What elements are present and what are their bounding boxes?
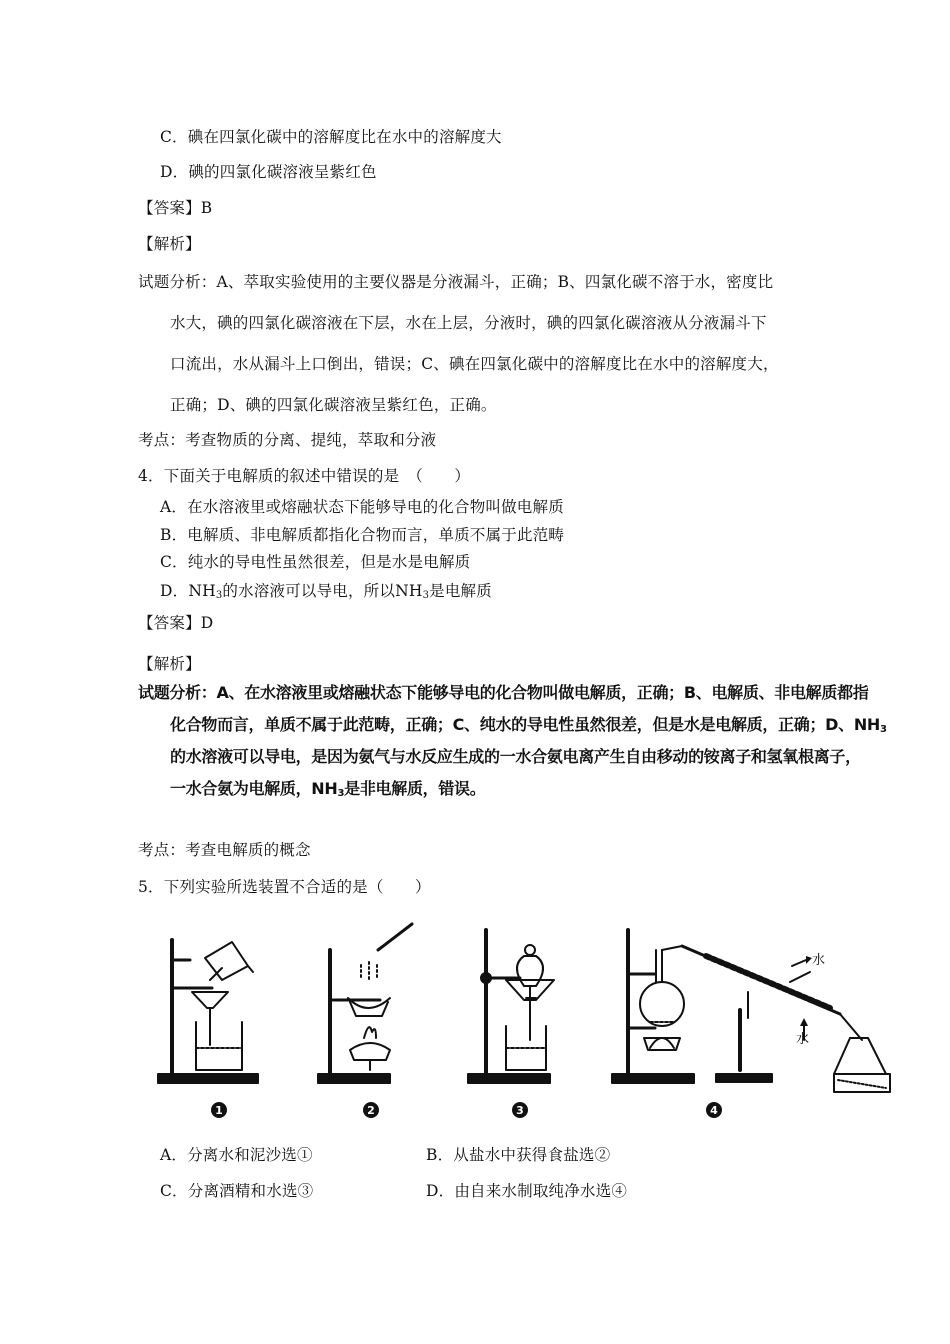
separatory-funnel-apparatus [468, 930, 554, 1083]
svg-text:3: 3 [516, 1104, 524, 1117]
figure-number-2 [359, 1098, 383, 1122]
q3-answer: 【答案】B [138, 199, 213, 217]
q3-analysis-line-4: 正确；D、碘的四氯化碳溶液呈紫红色，正确。 [170, 396, 497, 414]
q4-answer: 【答案】D [138, 614, 214, 632]
q4-analysis-line-1: 试题分析：A、在水溶液里或熔融状态下能够导电的化合物叫做电解质，正确；B、电解质、非电解质都指 [138, 683, 869, 702]
q4-analysis-line-4 [170, 779, 485, 804]
q5-option-a: A．分离水和泥沙选① [160, 1146, 313, 1164]
q3-option-c: C．碘在四氯化碳中的溶解度比在水中的溶解度大 [160, 128, 502, 146]
figure-label-water-bottom: 水 [796, 1032, 810, 1047]
distillation-apparatus [612, 930, 890, 1092]
q3-analysis-line-1: 试题分析：A、萃取实验使用的主要仪器是分液漏斗，正确；B、四氯化碳不溶于水，密度比 [138, 273, 774, 291]
q4-option-c: C．纯水的导电性虽然很差，但是水是电解质 [160, 553, 471, 571]
q3-analysis-heading: 【解析】 [138, 235, 201, 253]
figure-label-water-top: 水 [812, 953, 826, 968]
q4-analysis-line-2 [170, 715, 887, 740]
q4-analysis-line-4-sub: 3 [337, 788, 345, 799]
q4-point: 考点：考查电解质的概念 [138, 841, 311, 859]
q4-option-d-sub1: 3 [215, 590, 223, 601]
q4-stem: 4．下面关于电解质的叙述中错误的是 （ ） [138, 467, 471, 485]
q4-analysis-heading: 【解析】 [138, 655, 201, 673]
svg-text:2: 2 [367, 1104, 375, 1117]
q5-option-b: B．从盐水中获得食盐选② [426, 1146, 611, 1164]
q4-option-a: A．在水溶液里或熔融状态下能够导电的化合物叫做电解质 [160, 498, 564, 516]
figure-number-1 [207, 1098, 231, 1122]
figure-number-3 [508, 1098, 532, 1122]
q4-analysis-line-4-post: 是非电解质，错误。 [344, 779, 486, 798]
q4-analysis-line-2-text: 化合物而言，单质不属于此范畴，正确；C、纯水的导电性虽然很差，但是水是电解质，正确；D、NH [170, 715, 881, 734]
q5-stem: 5．下列实验所选装置不合适的是（ ） [138, 878, 431, 896]
q4-option-d-mid: 的水溶液可以导电，所以NH [222, 582, 423, 600]
filtration-apparatus [158, 940, 258, 1083]
q4-analysis-line-3: 的水溶液可以导电，是因为氨气与水反应生成的一水合氨电离产生自由移动的铵离子和氢氧根离子， [170, 747, 861, 766]
q3-analysis-line-2: 水大，碘的四氯化碳溶液在下层，水在上层，分液时，碘的四氯化碳溶液从分液漏斗下 [170, 314, 767, 332]
q4-option-b: B．电解质、非电解质都指化合物而言，单质不属于此范畴 [160, 526, 565, 544]
q5-option-d: D．由自来水制取纯净水选④ [426, 1182, 628, 1200]
figure-number-4 [702, 1098, 726, 1122]
q4-analysis-line-2-sub: 3 [880, 724, 887, 735]
svg-text:1: 1 [215, 1104, 223, 1117]
q5-option-c: C．分离酒精和水选③ [160, 1182, 314, 1200]
q3-analysis-line-3: 口流出，水从漏斗上口倒出，错误；C、碘在四氯化碳中的溶解度比在水中的溶解度大， [170, 355, 779, 373]
q3-option-d: D．碘的四氯化碳溶液呈紫红色 [160, 163, 377, 181]
q4-analysis-line-4-pre: 一水合氨为电解质，NH [170, 779, 338, 798]
svg-text:4: 4 [710, 1104, 718, 1117]
q4-option-d-post: 是电解质 [429, 582, 492, 600]
q4-option-d-pre: D．NH [160, 582, 216, 600]
q4-option-d-sub2: 3 [422, 590, 430, 601]
q3-point: 考点：考查物质的分离、提纯，萃取和分液 [138, 431, 437, 449]
q4-option-d [160, 581, 492, 606]
evaporation-apparatus [318, 924, 412, 1083]
